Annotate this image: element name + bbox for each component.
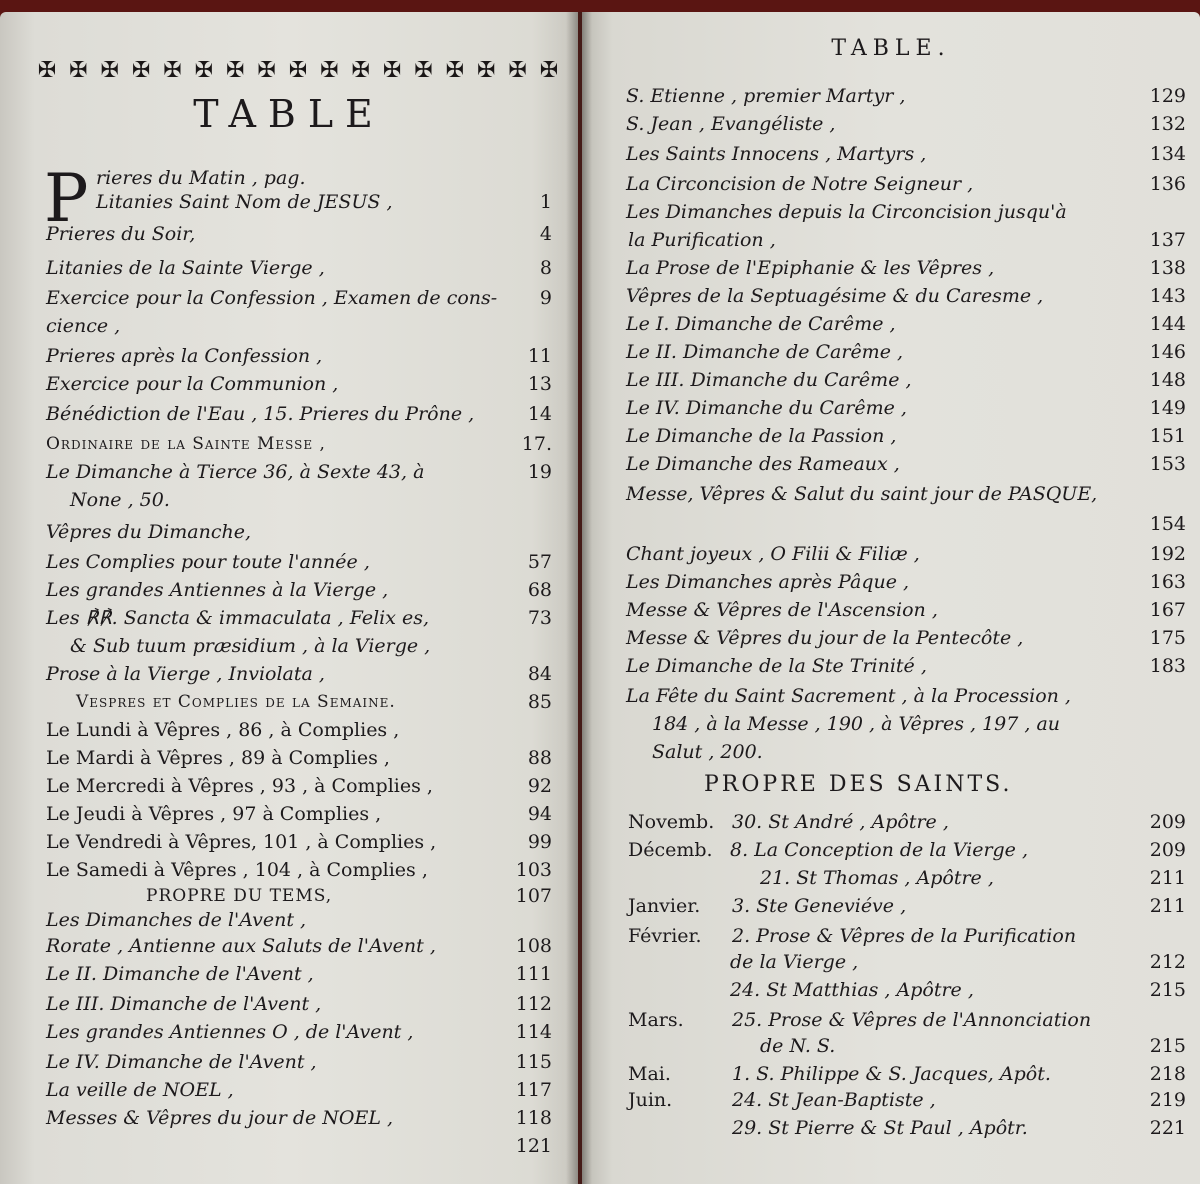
toc-entry-title: Le IV. Dimanche du Carême , [626, 397, 907, 419]
toc-entry-title: Bénédiction de l'Eau , 15. Prieres du Prône , [46, 403, 475, 425]
toc-entry-title: La veille de NOEL , [46, 1079, 234, 1101]
toc-entry [0, 222, 578, 246]
toc-entry-page: 73 [527, 607, 552, 629]
left-table-entries [0, 12, 578, 1184]
toc-entry-title: Vêpres de la Septuagésime & du Caresme , [626, 285, 1044, 307]
toc-entry-page: 111 [515, 963, 552, 985]
toc-entry [0, 1078, 578, 1102]
toc-entry-page: 138 [1149, 257, 1186, 279]
left-page [0, 12, 578, 1184]
saint-feast-title: 3. Ste Geneviéve , [732, 895, 907, 917]
toc-entry-title: cience , [46, 315, 121, 337]
toc-entry [0, 634, 578, 658]
toc-entry [0, 718, 578, 742]
toc-entry-title: Le Lundi à Vêpres , 86 , à Complies , [46, 719, 400, 741]
toc-entry [582, 740, 1200, 764]
month-label: Novemb. [628, 811, 715, 833]
toc-entry [582, 712, 1200, 736]
toc-entry [0, 286, 578, 310]
toc-entry [0, 992, 578, 1016]
toc-entry [582, 512, 1200, 536]
toc-entry-title: Litanies Saint Nom de JESUS , [96, 191, 393, 213]
toc-entry-title: La Prose de l'Epiphanie & les Vêpres , [626, 257, 995, 279]
toc-entry-title: Les grandes Antiennes à la Vierge , [46, 579, 389, 601]
saint-feast-title: 29. St Pierre & St Paul , Apôtr. [732, 1117, 1028, 1139]
toc-entry-page: 103 [515, 859, 552, 881]
toc-entry-title: Le IV. Dimanche de l'Avent , [46, 1051, 317, 1073]
saint-feast-title: 30. St André , Apôtre , [732, 811, 949, 833]
toc-entry-title: Le Dimanche des Rameaux , [626, 453, 900, 475]
maltese-cross-ornament-icon: ✠ [257, 58, 276, 83]
toc-entry-page: 134 [1149, 143, 1186, 165]
toc-entry-page: 209 [1149, 811, 1186, 833]
saint-feast-entry [582, 1062, 1200, 1086]
saint-feast-entry [582, 978, 1200, 1002]
maltese-cross-ornament-icon: ✠ [37, 58, 57, 83]
maltese-cross-ornament-icon: ✠ [194, 58, 214, 83]
saint-feast-entry [582, 838, 1200, 862]
toc-entry-page: 114 [515, 1021, 552, 1043]
toc-entry [0, 488, 578, 512]
toc-entry-title: Exercice pour la Confession , Examen de cons- [46, 287, 498, 309]
toc-entry [0, 662, 578, 686]
toc-entry-title: Exercice pour la Communion , [46, 373, 339, 395]
toc-entry [0, 402, 578, 426]
toc-entry [582, 84, 1200, 108]
toc-entry-page: 8 [539, 257, 552, 279]
maltese-cross-ornament-icon: ✠ [100, 58, 119, 83]
toc-entry-page: 19 [527, 461, 552, 483]
toc-entry-page: 117 [515, 1079, 552, 1101]
book-gutter [566, 12, 592, 1184]
toc-entry [0, 550, 578, 574]
propre-des-saints-heading: PROPRE DES SAINTS. [704, 772, 1013, 797]
toc-entry-page: 118 [515, 1107, 552, 1129]
month-label: Juin. [628, 1089, 673, 1111]
maltese-cross-ornament-icon: ✠ [320, 58, 339, 83]
toc-entry-page: 132 [1149, 113, 1186, 135]
toc-entry [582, 598, 1200, 622]
toc-entry [0, 802, 578, 826]
toc-entry-title: S. Etienne , premier Martyr , [626, 85, 906, 107]
maltese-cross-ornament-icon: ✠ [382, 58, 402, 83]
toc-entry-title: Vêpres du Dimanche, [46, 521, 251, 543]
toc-entry [0, 1106, 578, 1130]
toc-entry-title: Le I. Dimanche de Carême , [626, 313, 896, 335]
toc-entry-title: Le Mardi à Vêpres , 89 à Complies , [46, 747, 390, 769]
toc-entry-title: Les grandes Antiennes O , de l'Avent , [46, 1021, 414, 1043]
toc-entry [0, 520, 578, 544]
month-label: Mars. [628, 1009, 684, 1031]
saint-feast-entry [582, 1088, 1200, 1112]
toc-entry-page: 215 [1149, 979, 1186, 1001]
month-label: Mai. [628, 1063, 671, 1085]
saint-feast-title: 21. St Thomas , Apôtre , [760, 867, 994, 889]
toc-entry-title: Le Dimanche de la Ste Trinité , [626, 655, 927, 677]
toc-entry [0, 372, 578, 396]
toc-entry-page: 13 [527, 373, 552, 395]
toc-entry [0, 1020, 578, 1044]
maltese-cross-ornament-icon: ✠ [131, 58, 151, 83]
toc-entry-page: 167 [1149, 599, 1186, 621]
toc-entry [582, 396, 1200, 420]
right-table-entries [582, 12, 1200, 1184]
toc-entry-page: 212 [1149, 951, 1186, 973]
toc-entry-page: 121 [515, 1135, 552, 1157]
toc-entry-page: 143 [1149, 285, 1186, 307]
maltese-cross-ornament-icon: ✠ [477, 58, 496, 83]
toc-entry [0, 166, 578, 190]
toc-entry-page: 211 [1149, 895, 1186, 917]
toc-entry-title: Les ℟℟. Sancta & immaculata , Felix es, [46, 607, 430, 629]
toc-entry-page: 94 [527, 803, 552, 825]
toc-entry-title: rieres du Matin , pag. [96, 167, 306, 189]
toc-entry [582, 368, 1200, 392]
toc-entry-title: Le Jeudi à Vêpres , 97 à Complies , [46, 803, 382, 825]
month-label: Décemb. [628, 839, 713, 861]
toc-entry-page: 17. [521, 433, 552, 455]
saint-feast-title: 1. S. Philippe & S. Jacques, Apôt. [732, 1063, 1051, 1085]
toc-entry-page: 9 [539, 287, 552, 309]
toc-entry [582, 172, 1200, 196]
toc-entry-page: 148 [1149, 369, 1186, 391]
toc-entry-title: La Fête du Saint Sacrement , à la Procession , [626, 685, 1071, 707]
saint-feast-title: 2. Prose & Vêpres de la Purification [732, 925, 1077, 947]
toc-entry-page: 149 [1149, 397, 1186, 419]
toc-entry [0, 962, 578, 986]
toc-entry-title: Les Dimanches depuis la Circoncision jusqu'à [626, 201, 1067, 223]
toc-entry-page: 129 [1149, 85, 1186, 107]
toc-entry [0, 830, 578, 854]
toc-entry-title: Le Dimanche à Tierce 36, à Sexte 43, à [46, 461, 425, 483]
toc-entry [582, 142, 1200, 166]
toc-entry-page: 146 [1149, 341, 1186, 363]
month-label: Février. [628, 925, 702, 947]
toc-entry [0, 1134, 578, 1158]
month-label: Janvier. [628, 895, 701, 917]
toc-entry-page: 68 [527, 579, 552, 601]
toc-entry [582, 424, 1200, 448]
toc-entry-page: 112 [515, 993, 552, 1015]
toc-entry-title: PROPRE DU TEMS, [146, 886, 333, 906]
toc-entry-page: 175 [1149, 627, 1186, 649]
toc-entry [0, 746, 578, 770]
toc-entry-title: Les Dimanches de l'Avent , [46, 909, 307, 931]
toc-entry-page: 154 [1149, 513, 1186, 535]
toc-entry-page: 1 [539, 191, 552, 213]
toc-entry-page: 209 [1149, 839, 1186, 861]
saint-feast-entry [582, 1034, 1200, 1058]
toc-entry-title: Messe & Vêpres de l'Ascension , [626, 599, 938, 621]
toc-entry-title: Messe, Vêpres & Salut du saint jour de PASQUE, [626, 483, 1098, 505]
toc-entry [0, 314, 578, 338]
toc-entry-page: 11 [527, 345, 552, 367]
toc-entry-page: 14 [527, 403, 552, 425]
toc-entry-page: 107 [515, 885, 552, 907]
toc-entry [0, 578, 578, 602]
toc-entry [582, 542, 1200, 566]
right-page [582, 12, 1200, 1184]
toc-entry-title: Les Complies pour toute l'année , [46, 551, 370, 573]
toc-entry [0, 606, 578, 630]
saint-feast-entry [582, 894, 1200, 918]
toc-entry-page: 219 [1149, 1089, 1186, 1111]
left-page-heading: TABLE [193, 92, 385, 136]
toc-entry-title: Le III. Dimanche du Carême , [626, 369, 912, 391]
toc-entry-title: Messe & Vêpres du jour de la Pentecôte , [626, 627, 1024, 649]
toc-entry [0, 934, 578, 958]
toc-entry-title: Prieres après la Confession , [46, 345, 323, 367]
toc-entry [582, 256, 1200, 280]
maltese-cross-ornament-icon: ✠ [226, 58, 245, 83]
maltese-cross-ornament-icon: ✠ [539, 58, 559, 83]
toc-entry-title: Les Saints Innocens , Martyrs , [626, 143, 927, 165]
toc-entry-page: 4 [539, 223, 552, 245]
toc-entry [582, 228, 1200, 252]
saint-feast-title: de la Vierge , [730, 951, 859, 973]
toc-entry-page: 85 [527, 691, 552, 713]
toc-entry [0, 460, 578, 484]
toc-entry-title: 184 , à la Messe , 190 , à Vêpres , 197 , au [652, 713, 1061, 735]
toc-entry-title: Vespres et Complies de la Semaine. [76, 692, 396, 712]
toc-entry [582, 482, 1200, 506]
saint-feast-title: 25. Prose & Vêpres de l'Annonciation [732, 1009, 1092, 1031]
maltese-cross-ornament-icon: ✠ [163, 58, 182, 83]
toc-entry-title: Le II. Dimanche de Carême , [626, 341, 904, 363]
toc-entry-page: 115 [515, 1051, 552, 1073]
toc-entry-title: Prose à la Vierge , Inviolata , [46, 663, 325, 685]
maltese-cross-ornament-icon: ✠ [445, 58, 465, 83]
toc-entry-page: 144 [1149, 313, 1186, 335]
toc-entry [0, 344, 578, 368]
toc-entry-title: Le II. Dimanche de l'Avent , [46, 963, 314, 985]
toc-entry [582, 200, 1200, 224]
toc-entry-title: Salut , 200. [652, 741, 763, 763]
toc-entry [0, 190, 578, 214]
saint-feast-title: 8. La Conception de la Vierge , [730, 839, 1029, 861]
toc-entry-title: Le III. Dimanche de l'Avent , [46, 993, 322, 1015]
toc-entry [0, 256, 578, 280]
toc-entry [0, 774, 578, 798]
toc-entry-page: 163 [1149, 571, 1186, 593]
toc-entry-page: 108 [515, 935, 552, 957]
toc-entry [0, 858, 578, 882]
toc-entry-page: 137 [1149, 229, 1186, 251]
toc-entry-page: 218 [1149, 1063, 1186, 1085]
toc-entry [0, 908, 578, 932]
toc-entry-title: None , 50. [70, 489, 170, 511]
toc-entry-title: la Purification , [628, 229, 776, 251]
toc-entry-page: 192 [1149, 543, 1186, 565]
toc-entry [582, 684, 1200, 708]
maltese-cross-ornament-icon: ✠ [69, 58, 88, 83]
maltese-cross-ornament-icon: ✠ [508, 58, 527, 83]
toc-entry-title: Le Samedi à Vêpres , 104 , à Complies , [46, 859, 428, 881]
saint-feast-title: 24. St Jean-Baptiste , [732, 1089, 936, 1111]
toc-entry-title: Rorate , Antienne aux Saluts de l'Avent , [46, 935, 436, 957]
toc-entry [0, 1050, 578, 1074]
toc-entry-title: Chant joyeux , O Filii & Filiæ , [626, 543, 920, 565]
toc-entry-page: 99 [527, 831, 552, 853]
toc-entry-title: S. Jean , Evangéliste , [626, 113, 836, 135]
toc-entry [582, 340, 1200, 364]
toc-entry-page: 221 [1149, 1117, 1186, 1139]
saint-feast-entry [582, 924, 1200, 948]
toc-entry-page: 151 [1149, 425, 1186, 447]
toc-entry-page: 183 [1149, 655, 1186, 677]
right-page-heading: TABLE. [831, 36, 951, 61]
saint-feast-entry [582, 866, 1200, 890]
maltese-cross-ornament-icon: ✠ [414, 58, 433, 83]
maltese-cross-ornament-icon: ✠ [288, 58, 308, 83]
toc-entry-title: Prieres du Soir, [46, 223, 196, 245]
saint-feast-entry [582, 810, 1200, 834]
saint-feast-title: de N. S. [760, 1035, 836, 1057]
toc-entry [582, 284, 1200, 308]
drop-cap: P [44, 160, 89, 237]
toc-entry-title: Le Vendredi à Vêpres, 101 , à Complies , [46, 831, 437, 853]
toc-entry-page: 57 [527, 551, 552, 573]
toc-entry-page: 211 [1149, 867, 1186, 889]
toc-entry [0, 884, 578, 908]
toc-entry [582, 654, 1200, 678]
toc-entry [582, 312, 1200, 336]
saint-feast-entry [582, 1116, 1200, 1140]
toc-entry-title: La Circoncision de Notre Seigneur , [626, 173, 974, 195]
toc-entry [582, 112, 1200, 136]
saint-feast-entry [582, 1008, 1200, 1032]
toc-entry-page: 84 [527, 663, 552, 685]
toc-entry-page: 88 [527, 747, 552, 769]
toc-entry-title: Le Dimanche de la Passion , [626, 425, 897, 447]
toc-entry-title: & Sub tuum præsidium , à la Vierge , [70, 635, 431, 657]
toc-entry-page: 153 [1149, 453, 1186, 475]
toc-entry-title: Les Dimanches après Pâque , [626, 571, 910, 593]
toc-entry-page: 136 [1149, 173, 1186, 195]
maltese-cross-ornament-icon: ✠ [351, 58, 370, 83]
toc-entry [582, 452, 1200, 476]
toc-entry-title: Messes & Vêpres du jour de NOEL , [46, 1107, 394, 1129]
toc-entry-page: 215 [1149, 1035, 1186, 1057]
saint-feast-entry [582, 950, 1200, 974]
toc-entry [582, 570, 1200, 594]
toc-entry-title: Ordinaire de la Sainte Messe , [46, 434, 326, 454]
saint-feast-title: 24. St Matthias , Apôtre , [730, 979, 974, 1001]
toc-entry [0, 690, 578, 714]
toc-entry-page: 92 [527, 775, 552, 797]
toc-entry [582, 626, 1200, 650]
toc-entry-title: Le Mercredi à Vêpres , 93 , à Complies , [46, 775, 433, 797]
toc-entry [0, 432, 578, 456]
toc-entry-title: Litanies de la Sainte Vierge , [46, 257, 325, 279]
